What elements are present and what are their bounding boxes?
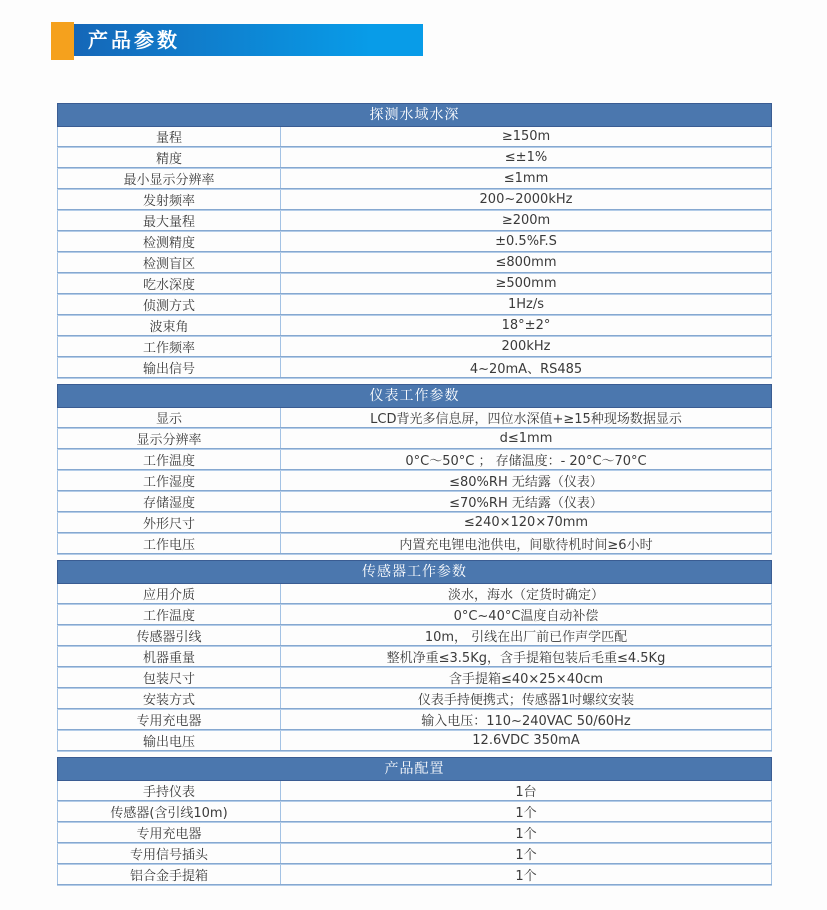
table-row xyxy=(58,865,771,886)
param-label: 包装尺寸 xyxy=(58,668,281,687)
table-row xyxy=(58,513,771,534)
param-value: 1台 xyxy=(515,785,537,800)
section-header: 产品配置 xyxy=(57,757,772,781)
table-row xyxy=(58,605,771,626)
param-label: 外形尺寸 xyxy=(58,513,281,532)
param-label: 应用介质 xyxy=(58,584,281,603)
param-label: 专用充电器 xyxy=(58,710,281,729)
param-label: 最大量程 xyxy=(58,211,281,230)
param-label: 安装方式 xyxy=(58,689,281,708)
param-label: 传感器(含引线10m) xyxy=(58,802,281,821)
param-label: 手持仪表 xyxy=(58,781,281,800)
page-title: 产品参数 xyxy=(74,24,423,56)
param-value: ≤240×120×70mm xyxy=(463,515,589,530)
param-label: 专用信号插头 xyxy=(58,844,281,863)
param-value: ≤±1% xyxy=(504,150,548,165)
param-label: 工作温度 xyxy=(58,605,281,624)
param-value: 12.6VDC 350mA xyxy=(472,733,580,748)
table-row xyxy=(58,844,771,865)
table-row xyxy=(58,689,771,710)
param-label: 量程 xyxy=(58,127,281,146)
section-header: 传感器工作参数 xyxy=(57,560,772,584)
param-label: 最小显示分辨率 xyxy=(58,169,281,188)
table-row xyxy=(58,337,771,358)
table-row xyxy=(58,450,771,471)
param-value: 内置充电锂电池供电，间歇待机时间≥6小时 xyxy=(399,538,653,553)
table-row xyxy=(58,534,771,555)
param-value: ≤800mm xyxy=(495,255,557,270)
param-value: ≥500mm xyxy=(495,276,557,291)
section-header: 仪表工作参数 xyxy=(57,384,772,408)
param-value: ≥200m xyxy=(501,213,551,228)
spec-section xyxy=(57,384,772,555)
table-row xyxy=(58,710,771,731)
param-label: 专用充电器 xyxy=(58,823,281,842)
param-value: 4~20mA、RS485 xyxy=(469,362,583,377)
param-label: 发射频率 xyxy=(58,190,281,209)
param-value: d≤1mm xyxy=(499,431,553,446)
section-header: 探测水域水深 xyxy=(57,103,772,127)
param-value: 含手提箱≤40×25×40cm xyxy=(448,672,604,687)
param-value: 1个 xyxy=(515,806,537,821)
param-value: ≥150m xyxy=(501,129,551,144)
section-body xyxy=(57,781,772,886)
table-row xyxy=(58,127,771,148)
product-spec-table xyxy=(57,103,772,891)
table-row xyxy=(58,668,771,689)
param-label: 精度 xyxy=(58,148,281,167)
table-row xyxy=(58,316,771,337)
param-label: 输出电压 xyxy=(58,731,281,750)
param-label: 显示 xyxy=(58,408,281,427)
param-value: 1个 xyxy=(515,869,537,884)
param-value: 0°C～50°C ； 存储温度：- 20°C～70°C xyxy=(405,454,647,469)
table-row xyxy=(58,626,771,647)
param-value: 仪表手持便携式；传感器1吋螺纹安装 xyxy=(417,693,635,708)
param-value: 0°C~40°C温度自动补偿 xyxy=(453,609,599,624)
param-label: 工作温度 xyxy=(58,450,281,469)
param-label: 工作电压 xyxy=(58,534,281,553)
section-body xyxy=(57,584,772,752)
table-row xyxy=(58,295,771,316)
param-label: 工作湿度 xyxy=(58,471,281,490)
table-row xyxy=(58,781,771,802)
param-label: 铝合金手提箱 xyxy=(58,865,281,884)
param-value: 10m， 引线在出厂前已作声学匹配 xyxy=(424,630,628,645)
param-label: 传感器引线 xyxy=(58,626,281,645)
param-label: 显示分辨率 xyxy=(58,429,281,448)
table-row xyxy=(58,471,771,492)
page-title-banner xyxy=(51,22,423,60)
table-row xyxy=(58,408,771,429)
param-label: 机器重量 xyxy=(58,647,281,666)
table-row xyxy=(58,190,771,211)
table-row xyxy=(58,274,771,295)
table-row xyxy=(58,647,771,668)
spec-section xyxy=(57,560,772,752)
param-value: 1Hz/s xyxy=(507,297,545,312)
param-label: 输出信号 xyxy=(58,358,281,377)
param-label: 吃水深度 xyxy=(58,274,281,293)
param-value: ≤70%RH 无结露（仪表） xyxy=(449,496,603,511)
table-row xyxy=(58,148,771,169)
table-row xyxy=(58,253,771,274)
param-value: 18°±2° xyxy=(501,318,551,333)
param-label: 工作频率 xyxy=(58,337,281,356)
title-accent-block xyxy=(51,22,74,60)
spec-section xyxy=(57,103,772,379)
section-body xyxy=(57,408,772,555)
param-value: 1个 xyxy=(515,848,537,863)
table-row xyxy=(58,232,771,253)
section-body xyxy=(57,127,772,379)
table-row xyxy=(58,429,771,450)
table-row xyxy=(58,584,771,605)
param-label: 波束角 xyxy=(58,316,281,335)
param-value: ≤1mm xyxy=(503,171,549,186)
spec-section xyxy=(57,757,772,886)
table-row xyxy=(58,802,771,823)
param-value: LCD背光多信息屏，四位水深值+≥15种现场数据显示 xyxy=(370,412,682,427)
param-label: 存储湿度 xyxy=(58,492,281,511)
param-value: 200kHz xyxy=(501,339,551,354)
param-label: 侦测方式 xyxy=(58,295,281,314)
param-value: 1个 xyxy=(515,827,537,842)
table-row xyxy=(58,358,771,379)
param-value: 整机净重≤3.5Kg，含手提箱包装后毛重≤4.5Kg xyxy=(386,651,666,666)
table-row xyxy=(58,492,771,513)
table-row xyxy=(58,211,771,232)
param-label: 检测精度 xyxy=(58,232,281,251)
param-value: ±0.5%F.S xyxy=(495,234,557,249)
param-label: 检测盲区 xyxy=(58,253,281,272)
table-row xyxy=(58,169,771,190)
param-value: 200~2000kHz xyxy=(479,192,573,207)
param-value: 淡水，海水（定货时确定） xyxy=(447,588,604,603)
table-row xyxy=(58,823,771,844)
param-value: 输入电压：110~240VAC 50/60Hz xyxy=(421,714,631,729)
table-row xyxy=(58,731,771,752)
param-value: ≤80%RH 无结露（仪表） xyxy=(449,475,603,490)
